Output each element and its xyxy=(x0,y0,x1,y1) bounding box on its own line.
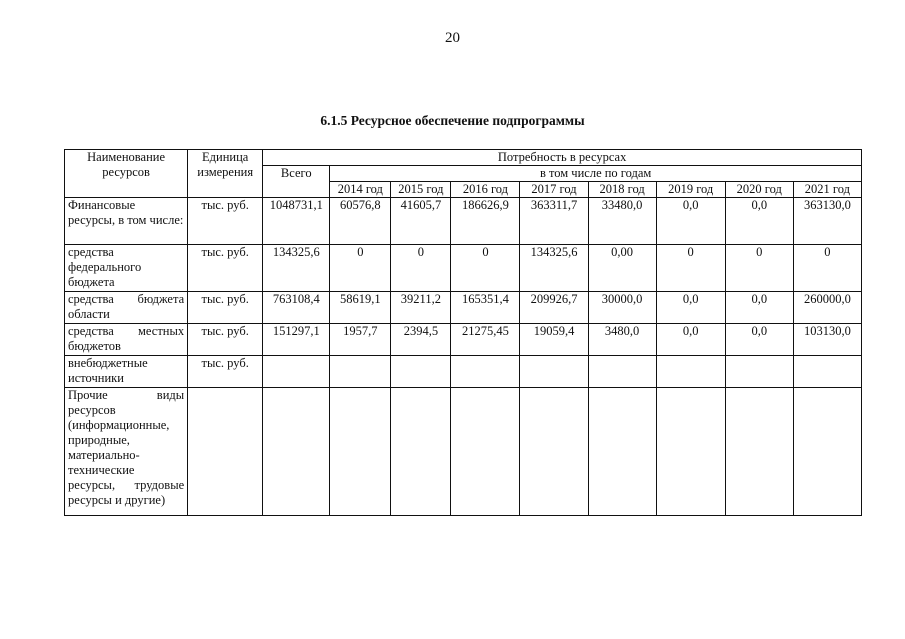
row-value-2016 xyxy=(451,356,520,388)
row-value-2014: 1957,7 xyxy=(330,324,391,356)
row-value-2015: 41605,7 xyxy=(391,198,451,245)
row-unit: тыс. руб. xyxy=(188,356,263,388)
header-year-2019: 2019 год xyxy=(656,182,725,198)
header-year-2018: 2018 год xyxy=(588,182,656,198)
header-year-2014: 2014 год xyxy=(330,182,391,198)
row-value-2020: 0,0 xyxy=(725,198,793,245)
row-value-2020 xyxy=(725,388,793,516)
row-value-2021 xyxy=(793,356,861,388)
row-name: внебюджетные источники xyxy=(65,356,188,388)
header-resource-name: Наименование ресурсов xyxy=(65,150,188,198)
row-name: средства федерального бюджета xyxy=(65,245,188,292)
table-row xyxy=(65,198,862,245)
row-value-2014: 60576,8 xyxy=(330,198,391,245)
row-name: средства местных бюджетов xyxy=(65,324,188,356)
table-row xyxy=(65,292,862,324)
row-value-2015: 2394,5 xyxy=(391,324,451,356)
header-resource-need: Потребность в ресурсах xyxy=(263,150,862,166)
row-value-2015 xyxy=(391,356,451,388)
row-value-2020: 0,0 xyxy=(725,324,793,356)
row-total xyxy=(263,356,330,388)
row-value-2016: 186626,9 xyxy=(451,198,520,245)
row-value-2019: 0,0 xyxy=(656,198,725,245)
row-total: 763108,4 xyxy=(263,292,330,324)
row-value-2019: 0,0 xyxy=(656,324,725,356)
table-row xyxy=(65,388,862,516)
row-value-2018: 3480,0 xyxy=(588,324,656,356)
row-unit: тыс. руб. xyxy=(188,292,263,324)
row-value-2016: 21275,45 xyxy=(451,324,520,356)
header-unit: Единица измерения xyxy=(188,150,263,198)
row-value-2021: 103130,0 xyxy=(793,324,861,356)
row-value-2020: 0 xyxy=(725,245,793,292)
row-value-2017: 209926,7 xyxy=(520,292,588,324)
table-row xyxy=(65,356,862,388)
row-value-2017: 134325,6 xyxy=(520,245,588,292)
row-value-2019 xyxy=(656,388,725,516)
row-value-2021: 363130,0 xyxy=(793,198,861,245)
row-value-2017: 19059,4 xyxy=(520,324,588,356)
row-value-2015 xyxy=(391,388,451,516)
row-total: 134325,6 xyxy=(263,245,330,292)
row-name: Финансовые ресурсы, в том числе: xyxy=(65,198,188,245)
row-total xyxy=(263,388,330,516)
header-by-years: в том числе по годам xyxy=(330,166,862,182)
row-value-2021 xyxy=(793,388,861,516)
resource-table xyxy=(64,149,862,516)
row-value-2017 xyxy=(520,388,588,516)
header-year-2021: 2021 год xyxy=(793,182,861,198)
row-value-2018: 30000,0 xyxy=(588,292,656,324)
row-value-2021: 260000,0 xyxy=(793,292,861,324)
row-value-2021: 0 xyxy=(793,245,861,292)
row-value-2015: 39211,2 xyxy=(391,292,451,324)
row-total: 151297,1 xyxy=(263,324,330,356)
row-value-2019: 0 xyxy=(656,245,725,292)
row-value-2018: 33480,0 xyxy=(588,198,656,245)
row-value-2014 xyxy=(330,388,391,516)
header-year-2020: 2020 год xyxy=(725,182,793,198)
header-year-2016: 2016 год xyxy=(451,182,520,198)
row-value-2015: 0 xyxy=(391,245,451,292)
row-value-2016 xyxy=(451,388,520,516)
header-total: Всего xyxy=(263,166,330,198)
row-value-2020 xyxy=(725,356,793,388)
row-unit: тыс. руб. xyxy=(188,198,263,245)
row-value-2019: 0,0 xyxy=(656,292,725,324)
table-row xyxy=(65,324,862,356)
row-value-2016: 0 xyxy=(451,245,520,292)
row-value-2014: 0 xyxy=(330,245,391,292)
row-value-2018: 0,00 xyxy=(588,245,656,292)
row-value-2014 xyxy=(330,356,391,388)
row-name: средства бюджета области xyxy=(65,292,188,324)
row-value-2017: 363311,7 xyxy=(520,198,588,245)
row-value-2017 xyxy=(520,356,588,388)
row-value-2018 xyxy=(588,388,656,516)
table-row xyxy=(65,245,862,292)
header-year-2017: 2017 год xyxy=(520,182,588,198)
row-value-2016: 165351,4 xyxy=(451,292,520,324)
row-value-2014: 58619,1 xyxy=(330,292,391,324)
header-year-2015: 2015 год xyxy=(391,182,451,198)
row-value-2018 xyxy=(588,356,656,388)
row-value-2020: 0,0 xyxy=(725,292,793,324)
row-unit: тыс. руб. xyxy=(188,324,263,356)
section-title: 6.1.5 Ресурсное обеспечение подпрограммы xyxy=(320,113,585,128)
row-total: 1048731,1 xyxy=(263,198,330,245)
row-unit xyxy=(188,388,263,516)
row-unit: тыс. руб. xyxy=(188,245,263,292)
page-number: 20 xyxy=(445,30,460,46)
row-name: Прочие виды ресурсов (информационные, природные, материально-технические ресурсы, трудовые ресурсы и другие) xyxy=(65,388,188,516)
row-value-2019 xyxy=(656,356,725,388)
